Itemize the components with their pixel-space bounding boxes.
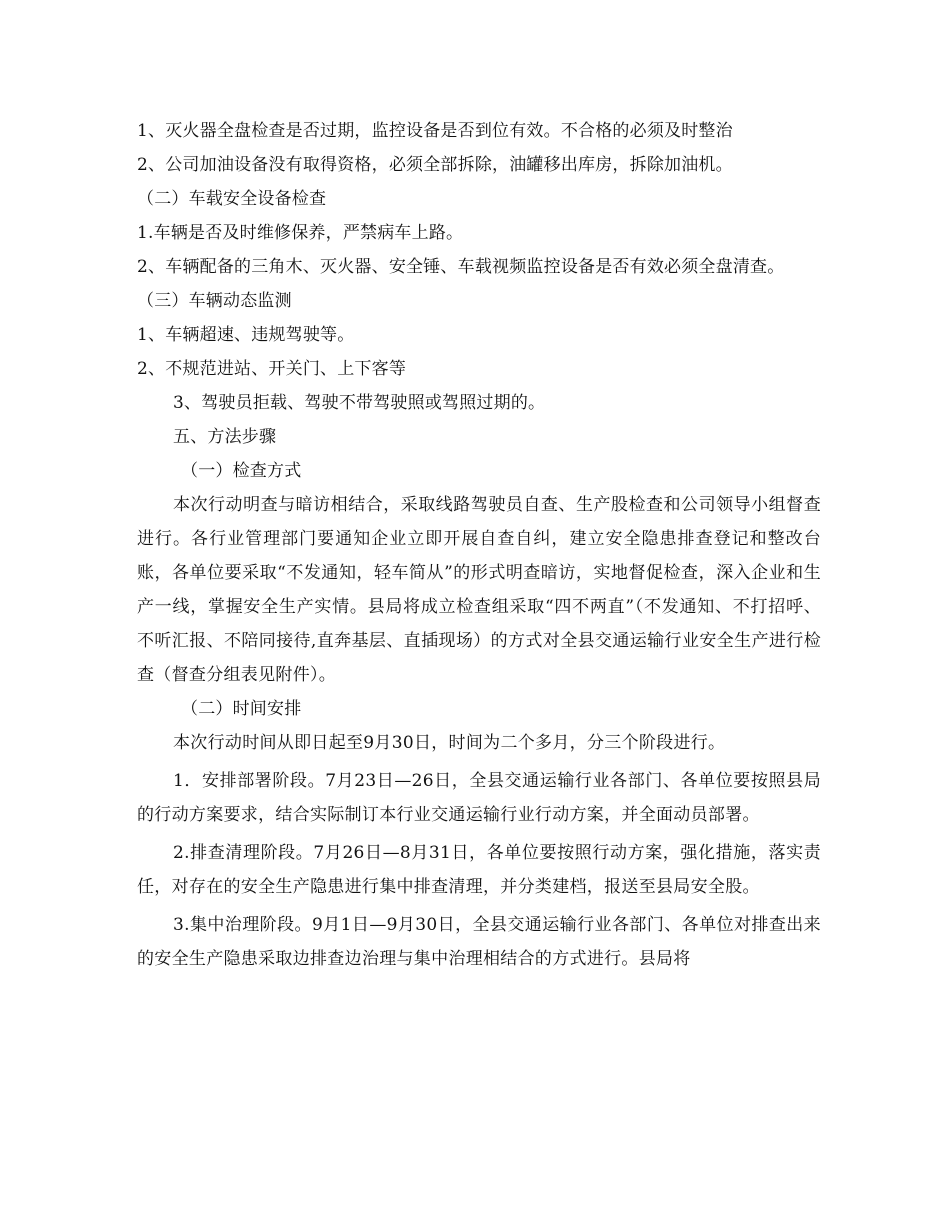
- item-vehicle-equipment-check: 2、车辆配备的三角木、灭火器、安全锤、车载视频监控设备是否有效必须全盘清查。: [137, 257, 785, 277]
- section-heading-schedule: （二）时间安排: [181, 699, 302, 719]
- item-speeding: 1、车辆超速、违规驾驶等。: [137, 325, 355, 345]
- item-driver-refusal: 3、驾驶员拒载、驾驶不带驾驶照或驾照过期的。: [173, 393, 546, 413]
- item-vehicle-maintenance: 1.车辆是否及时维修保养，严禁病车上路。: [137, 223, 464, 243]
- item-fire-extinguisher-check: 1、灭火器全盘检查是否过期，监控设备是否到位有效。不合格的必须及时整治: [137, 121, 733, 141]
- paragraph-phase-3: 3.集中治理阶段。9月1日—9月30日，全县交通运输行业各部门、各单位对排查出来的安全生产隐患采取边排查边治理与集中治理相结合的方式进行。县局将: [137, 915, 821, 969]
- section-heading-vehicle-monitoring: （三）车辆动态监测: [137, 291, 292, 311]
- paragraph-inspection-method: 本次行动明查与暗访相结合，采取线路驾驶员自查、生产股检查和公司领导小组督查进行。各行业管理部门要通知企业立即开展自查自纠，建立安全隐患排查登记和整改台账，各单位要采取“不发通知，轻车简从”的形式明查暗访，实地督促检查，深入企业和生产一线，掌握安全生产实情。县局将成立检查组采取“四不两直”（不发通知、不打招呼、不听汇报、不陪同接待,直奔基层、直插现场）的方式对全县交通运输行业安全生产进行检查（督查分组表见附件）。: [137, 495, 821, 685]
- document-body: [137, 114, 821, 976]
- paragraph-phase-1: 1．安排部署阶段。7月23日—26日，全县交通运输行业各部门、各单位要按照县局的行动方案要求，结合实际制订本行业交通运输行业行动方案，并全面动员部署。: [137, 771, 821, 825]
- section-heading-vehicle-safety-equipment: （二）车载安全设备检查: [137, 189, 327, 209]
- item-fuel-equipment-removal: 2、公司加油设备没有取得资格，必须全部拆除，油罐移出库房，拆除加油机。: [137, 155, 733, 175]
- item-irregular-stops: 2、不规范进站、开关门、上下客等: [137, 359, 407, 379]
- paragraph-phase-2: 2.排查清理阶段。7月26日—8月31日，各单位要按照行动方案，强化措施，落实责任，对存在的安全生产隐患进行集中排查清理，并分类建档，报送至县局安全股。: [137, 843, 821, 897]
- paragraph-schedule-intro: 本次行动时间从即日起至9月30日，时间为二个多月，分三个阶段进行。: [173, 733, 726, 753]
- section-heading-methods: 五、方法步骤: [173, 427, 277, 447]
- section-heading-inspection-method: （一）检查方式: [181, 461, 302, 481]
